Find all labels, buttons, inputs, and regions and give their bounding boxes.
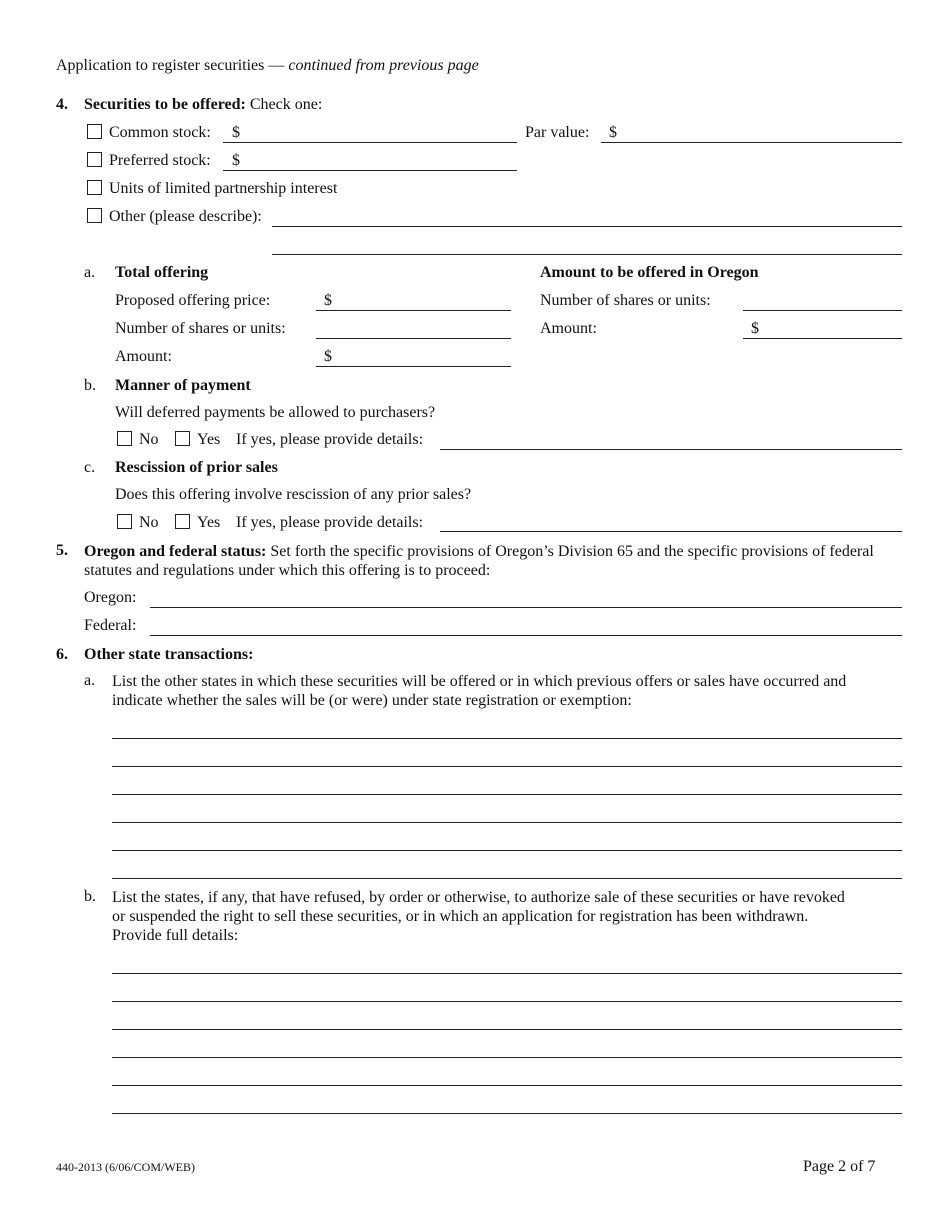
preferred-stock-label: Preferred stock:: [109, 152, 211, 169]
item-a-letter: a.: [84, 264, 96, 281]
oregon-amount-field[interactable]: [743, 338, 902, 339]
refusals-line-5[interactable]: [112, 1085, 902, 1086]
header-continued: continued from previous page: [288, 57, 479, 74]
par-value-label: Par value:: [525, 124, 590, 141]
section-5-title: Oregon and federal status:: [84, 543, 267, 560]
item-b-letter: b.: [84, 377, 96, 394]
states-list-line-2[interactable]: [112, 766, 902, 767]
total-offering-heading: Total offering: [115, 264, 209, 281]
oregon-amount-heading: Amount to be offered in Oregon: [540, 264, 759, 281]
oregon-amount-dollar: $: [751, 320, 759, 337]
federal-label: Federal:: [84, 617, 137, 634]
section-6-number: 6.: [56, 646, 68, 663]
section-5-number: 5.: [56, 542, 68, 559]
section-4-heading: [84, 96, 322, 114]
item-6a-letter: a.: [84, 672, 96, 689]
deferred-yes-checkbox[interactable]: [175, 431, 190, 446]
item-6b-letter: b.: [84, 888, 96, 905]
oregon-amount-label: Amount:: [540, 320, 597, 337]
oregon-shares-label: Number of shares or units:: [540, 292, 711, 309]
states-list-line-6[interactable]: [112, 878, 902, 879]
rescission-details-label: If yes, please provide details:: [236, 514, 424, 531]
states-list-line-5[interactable]: [112, 850, 902, 851]
total-amount-field[interactable]: [316, 366, 511, 367]
total-amount-dollar: $: [324, 348, 332, 365]
common-stock-checkbox[interactable]: [87, 124, 102, 139]
states-list-line-4[interactable]: [112, 822, 902, 823]
total-amount-label: Amount:: [115, 348, 172, 365]
units-label: Units of limited partnership interest: [109, 180, 338, 197]
section-5-text: Set forth the specific provisions of Oregon’s Division 65 and the specific provisions of federal statutes and regulations under which this offering is to proceed:: [84, 543, 874, 579]
deferred-details-label: If yes, please provide details:: [236, 431, 424, 448]
deferred-question: Will deferred payments be allowed to purchasers?: [115, 404, 436, 421]
refusals-line-4[interactable]: [112, 1057, 902, 1058]
page-number: Page 2 of 7: [803, 1158, 876, 1175]
federal-field[interactable]: [150, 635, 902, 636]
oregon-label: Oregon:: [84, 589, 137, 606]
states-list-line-3[interactable]: [112, 794, 902, 795]
rescission-details-field[interactable]: [440, 531, 902, 532]
section-6-title: Other state transactions:: [84, 646, 254, 663]
refusals-line-1[interactable]: [112, 973, 902, 974]
rescission-heading: Rescission of prior sales: [115, 459, 278, 476]
preferred-stock-checkbox[interactable]: [87, 152, 102, 167]
deferred-details-field[interactable]: [440, 449, 902, 450]
rescission-no-label: No: [139, 514, 159, 531]
rescission-yes-checkbox[interactable]: [175, 514, 190, 529]
units-checkbox[interactable]: [87, 180, 102, 195]
item-c-letter: c.: [84, 459, 96, 476]
states-list-line-1[interactable]: [112, 738, 902, 739]
rescission-question: Does this offering involve rescission of any prior sales?: [115, 486, 472, 503]
deferred-yes-label: Yes: [197, 431, 221, 448]
preferred-stock-dollar: $: [232, 152, 240, 169]
proposed-price-field[interactable]: [316, 310, 511, 311]
refusals-line-6[interactable]: [112, 1113, 902, 1114]
par-value-dollar: $: [609, 124, 617, 141]
section-4-title: Securities to be offered:: [84, 96, 246, 113]
header-text: Application to register securities —: [56, 57, 285, 74]
rescission-yes-label: Yes: [197, 514, 221, 531]
oregon-shares-field[interactable]: [743, 310, 902, 311]
oregon-field[interactable]: [150, 607, 902, 608]
preferred-stock-field[interactable]: [223, 170, 517, 171]
item-6b-text: List the states, if any, that have refused, by order or otherwise, to authorize sale of these securities or have revoked or suspended the right to sell these securities, or in which an application for registration has been withdrawn. Provide full details:: [112, 889, 845, 944]
other-field-line-1[interactable]: [272, 226, 902, 227]
form-id: 440-2013 (6/06/COM/WEB): [56, 1160, 195, 1174]
manner-of-payment-heading: Manner of payment: [115, 377, 251, 394]
common-stock-label: Common stock:: [109, 124, 211, 141]
common-stock-dollar: $: [232, 124, 240, 141]
other-checkbox[interactable]: [87, 208, 102, 223]
section-4-number: 4.: [56, 96, 68, 113]
other-field-line-2[interactable]: [272, 254, 902, 255]
proposed-price-label: Proposed offering price:: [115, 292, 271, 309]
section-5-paragraph: [84, 542, 899, 580]
page-header: [56, 57, 479, 75]
deferred-no-label: No: [139, 431, 159, 448]
common-stock-field[interactable]: [223, 142, 517, 143]
section-4-instruction: Check one:: [249, 96, 323, 113]
other-label: Other (please describe):: [109, 208, 262, 225]
rescission-no-checkbox[interactable]: [117, 514, 132, 529]
par-value-field[interactable]: [601, 142, 902, 143]
item-6a-text: List the other states in which these securities will be offered or in which previous offers or sales have occurred and indicate whether the sales will be (or were) under state registration or exemption:: [112, 673, 847, 709]
total-shares-field[interactable]: [316, 338, 511, 339]
deferred-no-checkbox[interactable]: [117, 431, 132, 446]
total-shares-label: Number of shares or units:: [115, 320, 286, 337]
refusals-line-3[interactable]: [112, 1029, 902, 1030]
proposed-price-dollar: $: [324, 292, 332, 309]
refusals-line-2[interactable]: [112, 1001, 902, 1002]
